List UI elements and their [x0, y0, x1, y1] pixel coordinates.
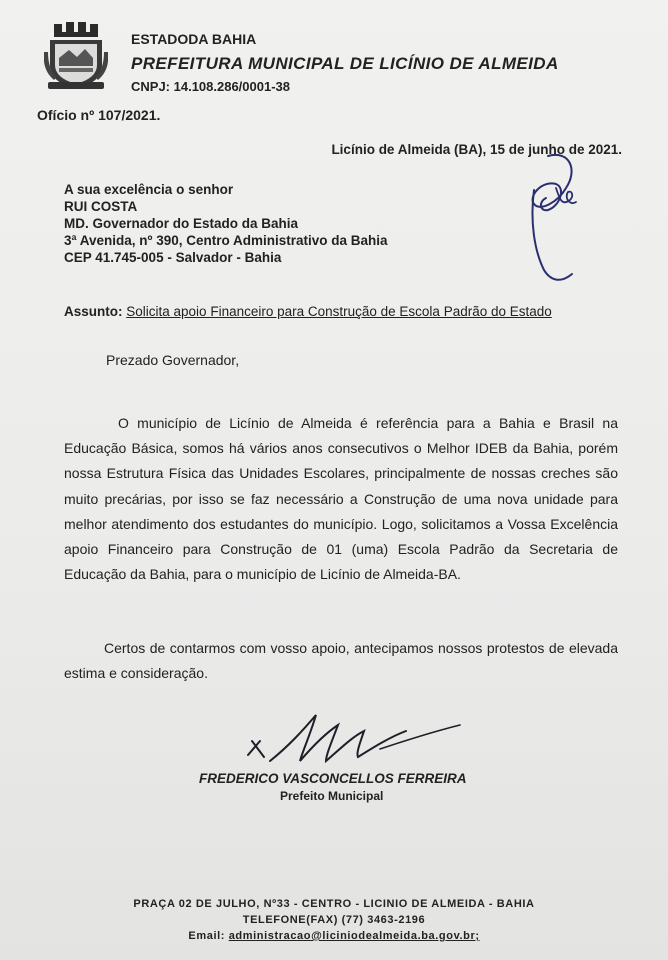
- letterhead-state: ESTADODA BAHIA: [131, 31, 257, 47]
- footer-email-label: Email:: [188, 930, 226, 942]
- handwritten-initials-signature: [500, 150, 610, 285]
- recipient-line: MD. Governador do Estado da Bahia: [64, 216, 299, 231]
- letterhead-cnpj: CNPJ: 14.108.286/0001-38: [131, 79, 291, 94]
- oficio-number: Ofício nº 107/2021.: [37, 107, 161, 123]
- recipient-line: CEP 41.745-005 - Salvador - Bahia: [64, 250, 282, 265]
- recipient-line: RUI COSTA: [64, 199, 138, 214]
- footer-email-link[interactable]: administracao@liciniodealmeida.ba.gov.br;: [228, 930, 480, 942]
- subject-line: [64, 304, 552, 319]
- footer-email-line: [0, 930, 668, 942]
- footer-address: PRAÇA 02 DE JULHO, Nº33 - CENTRO - LICINIO DE ALMEIDA - BAHIA: [133, 898, 535, 910]
- greeting: Prezado Governador,: [106, 352, 240, 368]
- subject-text: Solicita apoio Financeiro para Construção de Escola Padrão do Estado: [126, 304, 552, 319]
- subject-label: Assunto:: [64, 304, 123, 319]
- signatory-role: Prefeito Municipal: [280, 789, 384, 803]
- dateline: Licínio de Almeida (BA), 15 de junho de 2021.: [331, 142, 622, 157]
- recipient-line: A sua excelência o senhor: [64, 182, 234, 197]
- municipal-coat-of-arms-icon: [44, 22, 108, 92]
- letterhead-prefecture: PREFEITURA MUNICIPAL DE LICÍNIO DE ALMEIDA: [131, 54, 559, 73]
- signatory-name: FREDERICO VASCONCELLOS FERREIRA: [199, 771, 467, 786]
- closing-paragraph: Certos de contarmos com vosso apoio, antecipamos nossos protestos de elevada estima e consideração.: [64, 640, 618, 682]
- footer-phone: TELEFONE(FAX) (77) 3463-2196: [242, 914, 426, 926]
- body-paragraph: O município de Licínio de Almeida é referência para a Bahia e Brasil na Educação Básica, somos há vários anos consecutivos o Melhor IDEB da Bahia, porém nossa Estrutura Física das Unidades Escolares, principalmente de nossas creches são muito precárias, por isso se faz necessário a Construção de uma nova unidade para melhor atendimento dos estudantes do município. Logo, solicitamos a Vossa Excelência apoio Financeiro para Construção de 01 (uma) Escola Padrão da Secretaria de Educação da Bahia, para o município de Licínio de Almeida-BA.: [64, 415, 618, 583]
- recipient-line: 3ª Avenida, nº 390, Centro Administrativo da Bahia: [64, 233, 388, 248]
